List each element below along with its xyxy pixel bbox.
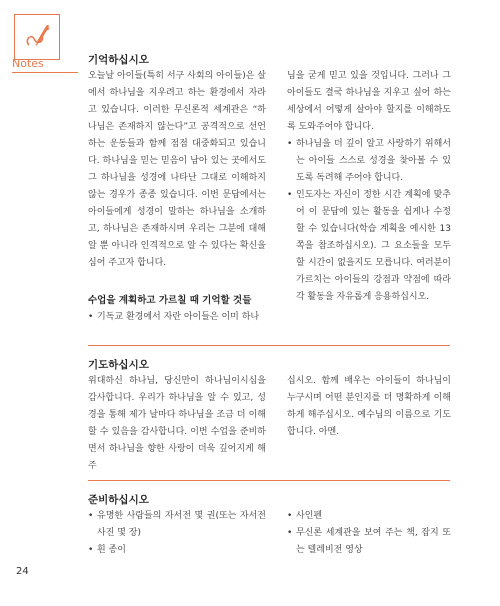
list-item: • 흰 종이: [88, 542, 266, 559]
remember-right-column: [287, 68, 451, 306]
remember-left-bullets: [88, 309, 266, 326]
bullet-icon: •: [88, 545, 94, 555]
bullet-icon: •: [287, 528, 293, 538]
list-item: • 사인펜: [287, 508, 451, 525]
pray-right-column: [287, 373, 451, 441]
page-number: 24: [16, 566, 29, 577]
notes-divider: [12, 72, 78, 73]
section-heading-pray: 기도하십시오: [88, 359, 149, 371]
list-item: • 무신론 세계관을 보여 주는 책, 잡지 또는 텔레비전 영상: [287, 525, 451, 559]
list-item: • 기독교 환경에서 자란 아이들은 이미 하나: [88, 309, 266, 326]
prepare-right-list: [287, 508, 451, 559]
prepare-left-list: [88, 508, 266, 559]
section-heading-remember: 기억하십시오: [88, 54, 149, 66]
bullet-icon: •: [287, 511, 293, 521]
bullet-icon: •: [287, 190, 293, 200]
remember-right-paragraph: 님을 굳게 믿고 있을 것입니다. 그러나 그 아이들도 결국 하나님을 지우고 싶어 하는 세상에서 어떻게 살아야 할지를 이해하도록 도와주어야 합니다.: [287, 71, 451, 132]
pray-right-paragraph: 십시오. 함께 배우는 아이들이 하나님이 누구시며 어떤 분인지를 더 명확하게 이해하게 해주십시오. 예수님의 이름으로 기도합니다. 아멘.: [287, 376, 451, 437]
list-item: • 하나님을 더 깊이 알고 사랑하기 위해서는 아이들 스스로 성경을 찾아볼 수 있도록 독려해 주어야 합니다.: [287, 136, 451, 187]
section-divider: [88, 345, 450, 346]
remember-left-column: [88, 68, 266, 272]
list-item: • 유명한 사람들의 자서전 몇 권(또는 자서전 사진 몇 장): [88, 508, 266, 542]
logo: [14, 14, 60, 60]
list-item: • 인도자는 자신이 정한 시간 계획에 맞추어 이 문답에 있는 활동을 쉽게나 수정할 수 있습니다(학습 계획을 예시한 13쪽을 참조하십시오). 그 요소들을 모두 할 시간이 없을지도 모릅니다. 여러분이 가르치는 아이들의 강점과 약점에 따라 각 활동을 자유롭게 응용하십시오.: [287, 187, 451, 306]
bullet-icon: •: [88, 511, 94, 521]
remember-subheading: 수업을 계획하고 가르칠 때 기억할 것들: [88, 295, 252, 306]
section-divider: [88, 480, 450, 481]
remember-paragraph: 오늘날 아이들(특히 서구 사회의 아이들)은 살에서 하나님을 지우려고 하는 환경에서 자라고 있습니다. 이러한 무신론적 세계관은 “하나님은 존재하지 않는다”고 공격적으로 선언하는 운동들과 함께 점점 대중화되고 있습니다. 하나님을 믿는 믿음이 남아 있는 곳에서도 그 하나님을 성경에 나타난 그대로 이해하지 않는 경우가 종종 있습니다. 이번 문답에서는 아이들에게 성경이 말하는 하나님을 소개하고, 하나님은 존재하시며 우리는 그분에 대해 알 뿐 아니라 인격적으로 알 수 있다는 확신을 심어 주고자 합니다.: [88, 71, 266, 268]
bullet-icon: •: [287, 139, 293, 149]
notes-label: Notes: [12, 57, 44, 70]
hand-drawn-pencil-icon: [15, 15, 59, 59]
pray-left-column: [88, 373, 266, 475]
section-heading-prepare: 준비하십시오: [88, 494, 149, 506]
pray-paragraph: 위대하신 하나님, 당신만이 하나님이시심을 감사합니다. 우리가 하나님을 알 수 있고, 성경을 통해 제가 날마다 하나님을 조금 더 이해할 수 있음을 감사합니다. 이번 수업을 준비하면서 하나님을 향한 사랑이 더욱 깊어지게 해주: [88, 376, 266, 471]
bullet-icon: •: [88, 312, 94, 322]
